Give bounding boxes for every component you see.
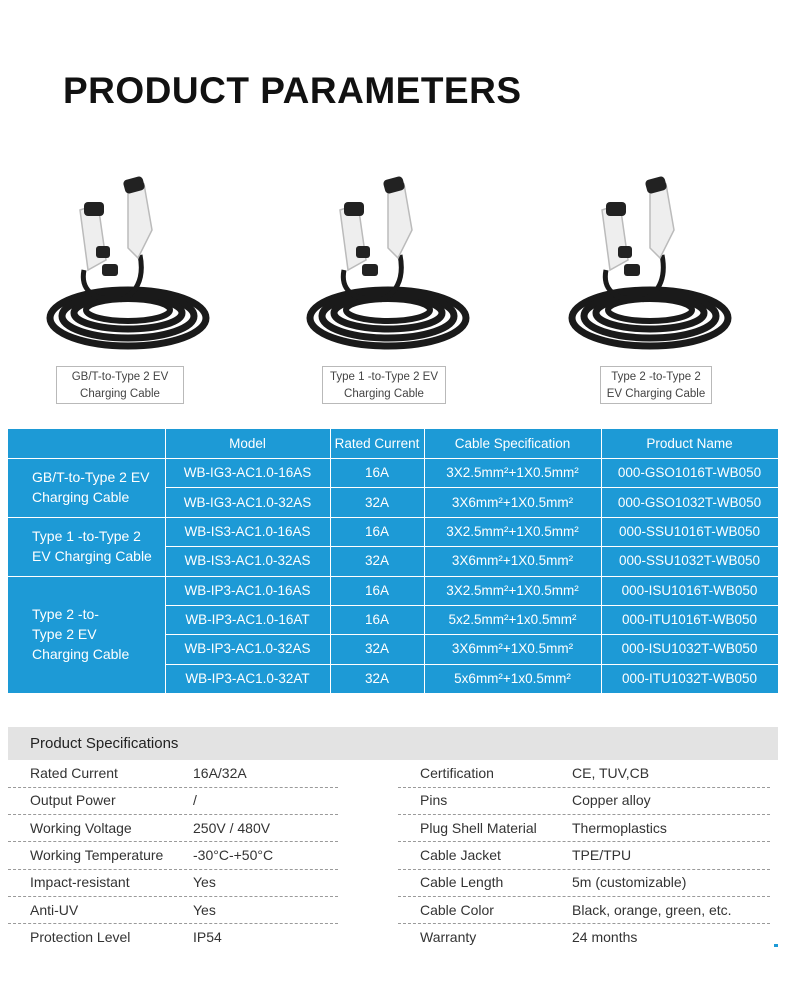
spec-value: / bbox=[193, 792, 197, 809]
table-cell: 000-GSO1016T-WB050 bbox=[617, 465, 762, 481]
spec-label: Certification bbox=[420, 765, 494, 781]
table-cell: 32A bbox=[364, 641, 390, 657]
table-cell: 3X6mm²+1X0.5mm² bbox=[451, 494, 574, 510]
spec-value: -30°C-+50°C bbox=[193, 846, 274, 863]
row-divider bbox=[8, 458, 778, 459]
spec-row-left bbox=[30, 787, 338, 814]
spec-label: Cable Length bbox=[420, 874, 504, 891]
row-divider bbox=[165, 605, 778, 606]
table-cell: 5x2.5mm²+1x0.5mm² bbox=[448, 612, 577, 628]
table-cell: 3X2.5mm²+1X0.5mm² bbox=[446, 523, 579, 539]
product-parameters-table bbox=[8, 429, 778, 693]
product-caption-1 bbox=[56, 366, 184, 404]
table-cell: WB-IP3-AC1.0-16AS bbox=[184, 582, 311, 598]
product-caption-2 bbox=[322, 366, 446, 404]
spec-value: Yes bbox=[193, 901, 216, 918]
table-cell: 3X2.5mm²+1X0.5mm² bbox=[446, 465, 579, 481]
row-divider bbox=[165, 487, 778, 488]
spec-value: Thermoplastics bbox=[572, 819, 667, 836]
spec-row-left bbox=[30, 869, 338, 896]
spec-label: Working Temperature bbox=[30, 846, 164, 863]
row-group-label bbox=[8, 458, 165, 517]
table-cell: 000-ITU1016T-WB050 bbox=[621, 612, 758, 628]
group-label-line: Type 2 EV bbox=[32, 626, 97, 643]
ev-charging-cable-image bbox=[300, 160, 500, 360]
product-specifications-heading: Product Specifications bbox=[8, 727, 778, 760]
row-divider bbox=[165, 634, 778, 635]
table-cell: 3X6mm²+1X0.5mm² bbox=[451, 553, 574, 569]
spec-row-left bbox=[30, 924, 338, 951]
table-cell: 16A bbox=[364, 465, 390, 481]
spec-row-right bbox=[420, 760, 770, 787]
row-divider bbox=[165, 546, 778, 547]
spec-label: Cable Jacket bbox=[420, 846, 501, 863]
group-label-text bbox=[32, 526, 152, 566]
spec-value: 250V / 480V bbox=[193, 819, 271, 836]
table-cell: 5x6mm²+1x0.5mm² bbox=[454, 670, 571, 686]
spec-label: Impact-resistant bbox=[30, 874, 130, 891]
product-caption-3 bbox=[600, 366, 712, 404]
group-label-line: Type 1 -to-Type 2 bbox=[32, 528, 141, 545]
spec-label: Anti-UV bbox=[30, 901, 79, 918]
row-divider bbox=[8, 576, 778, 577]
table-cell: 000-SSU1032T-WB050 bbox=[618, 553, 761, 569]
table-cell: 32A bbox=[364, 670, 390, 686]
spec-value: Yes bbox=[193, 874, 216, 891]
caption-line: Charging Cable bbox=[344, 388, 424, 400]
table-cell: 000-ITU1032T-WB050 bbox=[621, 670, 758, 686]
spec-row-right bbox=[420, 924, 770, 951]
spec-row-right bbox=[420, 897, 770, 924]
spec-row-left bbox=[30, 815, 338, 842]
table-cell: WB-IP3-AC1.0-16AT bbox=[185, 612, 310, 628]
spec-label: Plug Shell Material bbox=[420, 819, 537, 836]
table-cell: 3X6mm²+1X0.5mm² bbox=[451, 641, 574, 657]
spec-label: Rated Current bbox=[30, 765, 118, 781]
spec-row-left bbox=[30, 842, 338, 869]
spec-label: Output Power bbox=[30, 792, 116, 809]
table-cell: 16A bbox=[364, 582, 390, 598]
group-label-text bbox=[32, 467, 150, 507]
column-divider bbox=[601, 429, 602, 693]
spec-value: 24 months bbox=[572, 928, 638, 945]
corner-accent bbox=[774, 944, 778, 947]
table-cell: WB-IP3-AC1.0-32AT bbox=[185, 670, 310, 686]
column-header: Rated Current bbox=[334, 436, 420, 451]
spec-value: Copper alloy bbox=[572, 792, 651, 809]
caption-line: GB/T-to-Type 2 EV bbox=[71, 371, 169, 383]
table-cell: WB-IG3-AC1.0-32AS bbox=[183, 494, 312, 510]
table-cell: 000-ISU1032T-WB050 bbox=[621, 641, 758, 657]
spec-row-right bbox=[420, 787, 770, 814]
group-label-text bbox=[32, 604, 129, 664]
spec-row-right bbox=[420, 869, 770, 896]
caption-line: Charging Cable bbox=[80, 388, 160, 400]
column-divider bbox=[165, 429, 166, 693]
column-divider bbox=[330, 429, 331, 693]
table-cell: WB-IG3-AC1.0-16AS bbox=[183, 465, 312, 481]
table-cell: 000-GSO1032T-WB050 bbox=[617, 494, 762, 510]
spec-value: Black, orange, green, etc. bbox=[572, 901, 732, 918]
row-divider bbox=[8, 517, 778, 518]
spec-row-right bbox=[420, 815, 770, 842]
table-cell: 32A bbox=[364, 494, 390, 510]
spec-value: 5m (customizable) bbox=[572, 874, 687, 891]
table-cell: WB-IS3-AC1.0-32AS bbox=[184, 553, 311, 569]
spec-value: 16A/32A bbox=[193, 765, 247, 781]
group-label-line: Type 2 -to- bbox=[32, 606, 99, 623]
spec-value: IP54 bbox=[193, 928, 222, 945]
row-divider bbox=[165, 664, 778, 665]
column-header: Product Name bbox=[646, 436, 733, 451]
table-cell: 3X2.5mm²+1X0.5mm² bbox=[446, 582, 579, 598]
spec-label: Warranty bbox=[420, 928, 477, 945]
table-cell: WB-IP3-AC1.0-32AS bbox=[184, 641, 311, 657]
caption-line: EV Charging Cable bbox=[606, 388, 706, 400]
table-cell: WB-IS3-AC1.0-16AS bbox=[184, 523, 311, 539]
table-cell: 000-ISU1016T-WB050 bbox=[621, 582, 758, 598]
group-label-line: Charging Cable bbox=[32, 489, 130, 506]
spec-value: CE, TUV,CB bbox=[572, 765, 650, 781]
caption-line: Type 1 -to-Type 2 EV bbox=[329, 371, 439, 383]
ev-charging-cable-image bbox=[562, 160, 762, 360]
table-cell: 16A bbox=[364, 523, 390, 539]
table-cell: 16A bbox=[364, 612, 390, 628]
row-group-label bbox=[8, 576, 165, 694]
spec-row-right bbox=[420, 842, 770, 869]
spec-label: Working Voltage bbox=[30, 819, 132, 836]
table-cell: 32A bbox=[364, 553, 390, 569]
group-label-line: Charging Cable bbox=[32, 646, 130, 663]
spec-label: Pins bbox=[420, 792, 448, 809]
page-title: PRODUCT PARAMETERS bbox=[63, 70, 522, 111]
table-cell: 000-SSU1016T-WB050 bbox=[618, 523, 761, 539]
spec-label: Cable Color bbox=[420, 901, 494, 918]
spec-row-left bbox=[30, 897, 338, 924]
ev-charging-cable-image bbox=[40, 160, 240, 360]
group-label-line: GB/T-to-Type 2 EV bbox=[32, 469, 150, 486]
caption-line: Type 2 -to-Type 2 bbox=[611, 371, 701, 383]
row-group-label bbox=[8, 517, 165, 576]
column-divider bbox=[424, 429, 425, 693]
spec-value: TPE/TPU bbox=[572, 846, 632, 863]
group-label-line: EV Charging Cable bbox=[32, 548, 152, 565]
column-header: Model bbox=[229, 436, 266, 451]
column-header: Cable Specification bbox=[454, 436, 571, 451]
spec-label: Protection Level bbox=[30, 928, 131, 945]
spec-row-left bbox=[30, 760, 338, 787]
